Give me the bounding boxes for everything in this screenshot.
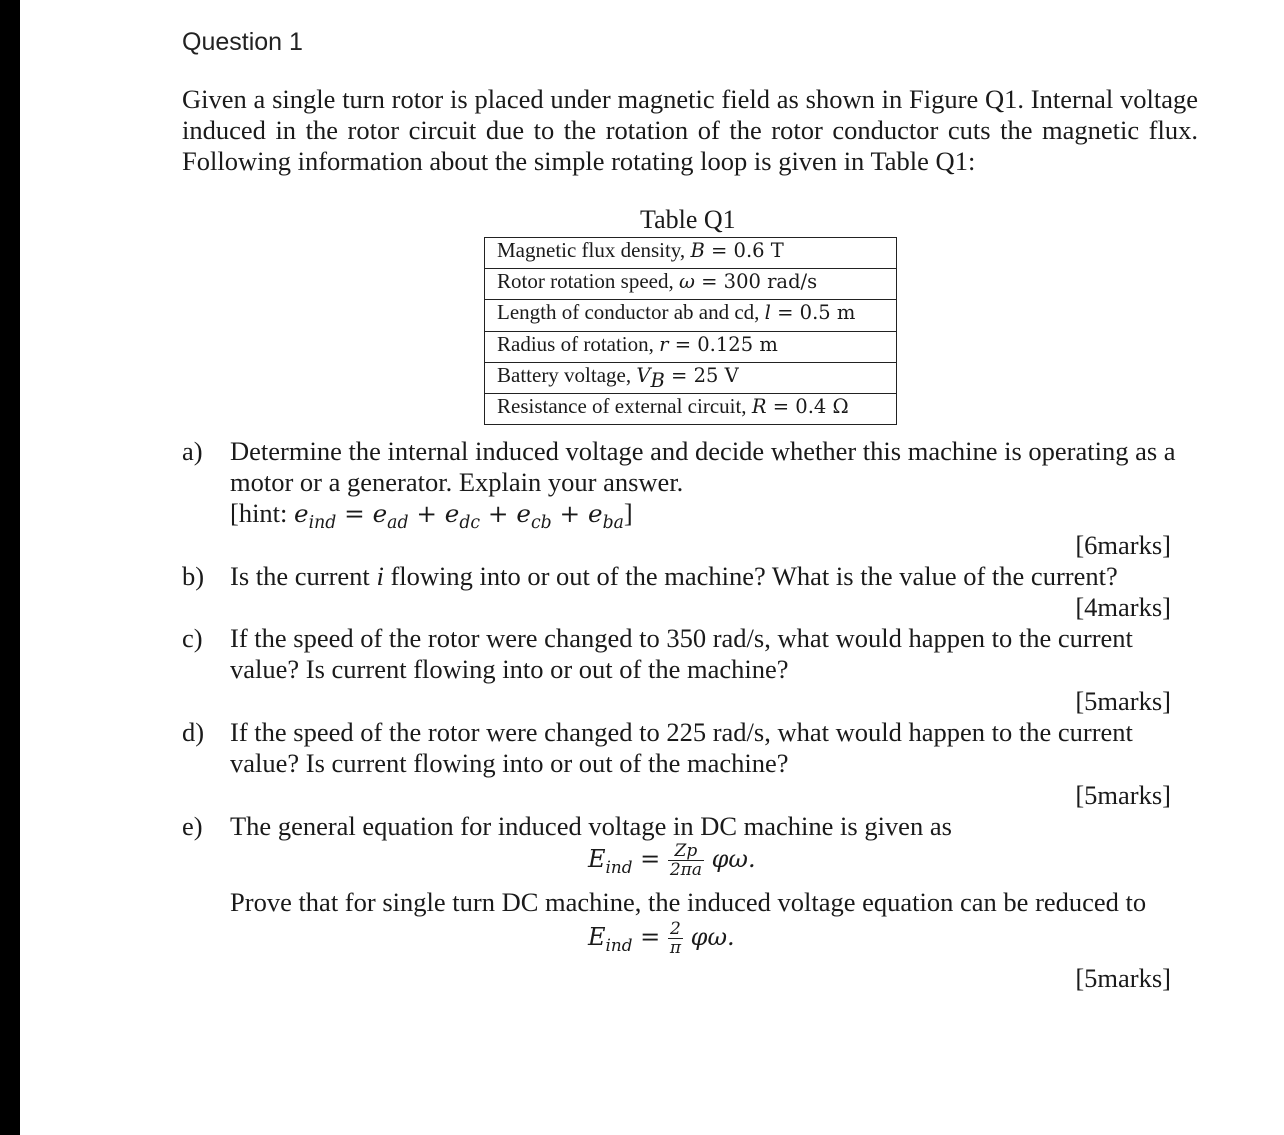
row-symbol: V [636, 363, 651, 387]
row-label: Rotor rotation speed, [497, 269, 679, 294]
eq1-fraction [668, 842, 704, 879]
table-caption: Table Q1 [640, 205, 736, 234]
question-a-hint-close: ] [623, 498, 633, 528]
question-heading: Question 1 [182, 28, 303, 56]
table-row [485, 269, 897, 300]
question-e-text: The general equation for induced voltage in DC machine is given as [230, 811, 952, 841]
question-d-text: If the speed of the rotor were changed to 225 rad/s, what would happen to the current value? Is current flowing into or out of the machine? [230, 717, 1133, 778]
question-b-text-before: Is the current [230, 561, 377, 591]
question-a-hint-open: [hint: [230, 498, 295, 528]
question-a-body: Determine the internal induced voltage and decide whether this machine is operating as a motor or a generator. Explain your answer. [230, 436, 1176, 497]
eq2-lhs-sub: ind [605, 934, 633, 955]
row-value: = 0.125 m [668, 332, 778, 356]
question-a-text [230, 436, 1195, 539]
table-cell [485, 331, 897, 362]
eq2-numerator: 2 [668, 920, 683, 939]
question-c-marks: [5marks] [1075, 686, 1171, 716]
table-row [485, 362, 897, 393]
row-symbol: ω [678, 270, 695, 294]
row-symbol: l [764, 301, 771, 325]
row-value: = 25 V [664, 363, 739, 387]
eq1-rhs: φω. [711, 845, 756, 873]
question-b-text-after: flowing into or out of the machine? What is the value of the current? [383, 561, 1118, 591]
row-value: = 0.5 m [770, 301, 856, 325]
row-symbol: r [659, 332, 669, 356]
eq2-lhs: E [588, 923, 606, 951]
equation-general-induced-voltage: $E_{ind}$ = $\frac{Zp}{2\pi a}$ φω. [588, 841, 756, 880]
question-a-hint-equation: $e_{ind} = e_{ad} + e_{dc} + e_{cb} + e_{ba}$ [294, 499, 624, 533]
question-c-text: If the speed of the rotor were changed to 350 rad/s, what would happen to the current value? Is current flowing into or out of the machine? [230, 623, 1133, 684]
table-row [485, 238, 897, 269]
question-d-marks: [5marks] [1075, 780, 1171, 810]
question-d-label: d) [182, 717, 205, 747]
intro-paragraph: Given a single turn rotor is placed under magnetic field as shown in Figure Q1. Internal voltage induced in the rotor circuit due to the rotation of the rotor conductor cuts the magnetic flux. Following information about the simple rotating loop is given in Table Q1: [182, 84, 1198, 176]
question-b-text [230, 561, 1190, 592]
table-row [485, 331, 897, 362]
row-symbol: R [751, 394, 767, 418]
question-e-label: e) [182, 811, 203, 841]
question-b-label: b) [182, 561, 205, 591]
table-cell [485, 362, 897, 393]
table-cell [485, 269, 897, 300]
eq1-lhs: E [588, 845, 606, 873]
question-c-label: c) [182, 623, 203, 653]
row-symbol-sub: B [650, 368, 665, 392]
question-a-label: a) [182, 436, 203, 466]
question-a-marks: [6marks] [1075, 530, 1171, 560]
eq2-rhs: φω. [690, 923, 735, 951]
parameters-table [484, 237, 897, 425]
left-edge-bar [0, 0, 20, 1135]
table-cell [485, 300, 897, 331]
table-cell [485, 393, 897, 424]
question-e-marks: [5marks] [1075, 963, 1171, 993]
row-symbol: B [690, 239, 705, 262]
row-label: Battery voltage, [497, 362, 637, 387]
eq1-numerator: Zp [668, 842, 704, 861]
row-label: Magnetic flux density, [497, 238, 691, 262]
table-row [485, 300, 897, 331]
eq2-denominator: π [669, 938, 682, 958]
question-b-variable: i [376, 561, 384, 591]
eq2-fraction [668, 920, 683, 957]
equation-single-turn-induced-voltage: $E_{ind}$ = $\frac{2}{\pi}$ φω. [588, 919, 735, 958]
eq1-lhs-sub: ind [605, 856, 633, 877]
table-row [485, 393, 897, 424]
eq1-denominator: 2πa [669, 860, 702, 880]
row-label: Resistance of external circuit, [497, 393, 752, 418]
row-label: Radius of rotation, [497, 331, 660, 356]
row-value: = 300 rad/s [694, 270, 818, 294]
table-cell [485, 238, 897, 269]
row-label: Length of conductor ab and cd, [497, 300, 765, 325]
row-value: = 0.4 Ω [766, 394, 849, 418]
question-b-marks: [4marks] [1075, 592, 1171, 622]
question-e-text-2: Prove that for single turn DC machine, the induced voltage equation can be reduced to [230, 887, 1147, 917]
row-value: = 0.6 T [704, 239, 784, 262]
